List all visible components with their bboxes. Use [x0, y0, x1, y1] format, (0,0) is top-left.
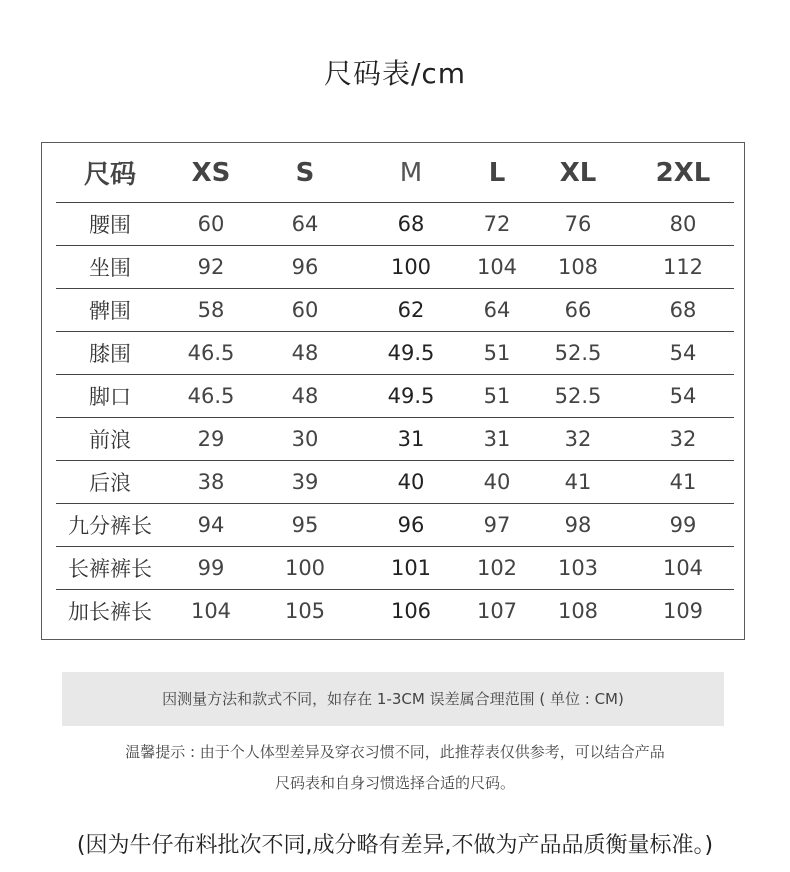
cell-size-s: 95 [258, 504, 352, 547]
cell-size-l: 40 [470, 461, 524, 504]
cell-size-m: 96 [352, 504, 470, 547]
row-measure-label: 脚口 [56, 375, 164, 418]
table-row [56, 547, 734, 590]
cell-size-xl: 66 [524, 289, 632, 332]
row-measure-label: 膝围 [56, 332, 164, 375]
row-measure-label: 加长裤长 [68, 600, 152, 624]
table-row [56, 289, 734, 332]
cell-size-s: 64 [258, 203, 352, 246]
measurement-note: 因测量方法和款式不同，如存在 1-3CM 误差属合理范围 ( 单位 : CM) [62, 672, 724, 726]
table-body [56, 203, 734, 633]
size-chart-table [56, 143, 734, 632]
tip-line-1: 温馨提示 : 由于个人体型差异及穿衣习惯不同，此推荐表仅供参考，可以结合产品 [125, 743, 665, 761]
cell-size-l: 104 [470, 246, 524, 289]
cell-size-s: 96 [258, 246, 352, 289]
row-measure-label: 前浪 [56, 418, 164, 461]
table-row [56, 203, 734, 246]
cell-size-s: 60 [258, 289, 352, 332]
table-row [56, 375, 734, 418]
table-row [56, 590, 734, 633]
cell-size-xs: 94 [164, 504, 258, 547]
cell-size-xl: 103 [524, 547, 632, 590]
cell-size-l: 31 [470, 418, 524, 461]
cell-size-2xl: 41 [632, 461, 734, 504]
cell-size-l: 51 [470, 375, 524, 418]
cell-size-2xl: 54 [632, 375, 734, 418]
cell-size-m: 49.5 [352, 332, 470, 375]
cell-size-xs: 58 [164, 289, 258, 332]
cell-size-xs: 60 [164, 203, 258, 246]
cell-size-xs: 46.5 [164, 332, 258, 375]
header-size-m: M [352, 143, 470, 203]
row-measure-label: 长裤裤长 [56, 547, 164, 590]
tip-line-2: 尺码表和自身习惯选择合适的尺码。 [274, 774, 515, 792]
fabric-disclaimer: (因为牛仔布料批次不同,成分略有差异,不做为产品品质衡量标准。) [76, 833, 714, 858]
cell-size-l: 107 [476, 599, 518, 623]
cell-size-xl: 108 [524, 246, 632, 289]
row-measure-label: 九分裤长 [56, 504, 164, 547]
header-size-2xl: 2XL [632, 143, 734, 203]
cell-size-l: 97 [470, 504, 524, 547]
cell-size-xs: 46.5 [164, 375, 258, 418]
cell-size-l: 72 [470, 203, 524, 246]
page-title: 尺码表/cm [323, 57, 467, 90]
cell-size-xs: 104 [190, 599, 232, 623]
header-size-xs: XS [164, 143, 258, 203]
cell-size-2xl: 112 [632, 246, 734, 289]
table-header-row [56, 143, 734, 203]
cell-size-xl: 52.5 [524, 375, 632, 418]
cell-size-xl: 52.5 [524, 332, 632, 375]
cell-size-l: 64 [470, 289, 524, 332]
cell-size-m: 68 [352, 203, 470, 246]
cell-size-l: 102 [470, 547, 524, 590]
header-size-l: L [470, 143, 524, 203]
cell-size-2xl: 68 [632, 289, 734, 332]
row-measure-label: 后浪 [56, 461, 164, 504]
cell-size-s: 39 [258, 461, 352, 504]
row-measure-label: 坐围 [56, 246, 164, 289]
header-size-s: S [258, 143, 352, 203]
table-row [56, 461, 734, 504]
header-size-label: 尺码 [56, 143, 164, 203]
cell-size-xs: 92 [164, 246, 258, 289]
row-measure-label: 髀围 [56, 289, 164, 332]
cell-size-s: 48 [258, 332, 352, 375]
cell-size-l: 51 [470, 332, 524, 375]
cell-size-s: 100 [258, 547, 352, 590]
cell-size-xl: 32 [524, 418, 632, 461]
cell-size-xl: 108 [557, 599, 599, 623]
table-row [56, 332, 734, 375]
row-measure-label: 腰围 [56, 203, 164, 246]
table-row [56, 418, 734, 461]
cell-size-2xl: 80 [632, 203, 734, 246]
cell-size-m: 31 [352, 418, 470, 461]
cell-size-m: 62 [352, 289, 470, 332]
table-row [56, 504, 734, 547]
cell-size-s: 30 [258, 418, 352, 461]
cell-size-2xl: 104 [632, 547, 734, 590]
cell-size-2xl: 99 [632, 504, 734, 547]
header-size-xl: XL [524, 143, 632, 203]
cell-size-xl: 98 [524, 504, 632, 547]
cell-size-xs: 99 [164, 547, 258, 590]
cell-size-m: 106 [390, 599, 432, 623]
cell-size-s: 105 [284, 599, 326, 623]
cell-size-xl: 41 [524, 461, 632, 504]
cell-size-2xl: 32 [632, 418, 734, 461]
size-chart-frame [41, 142, 745, 640]
cell-size-xl: 76 [524, 203, 632, 246]
cell-size-m: 100 [352, 246, 470, 289]
table-row [56, 246, 734, 289]
cell-size-m: 49.5 [352, 375, 470, 418]
cell-size-2xl: 54 [632, 332, 734, 375]
cell-size-xs: 38 [164, 461, 258, 504]
cell-size-m: 101 [352, 547, 470, 590]
cell-size-s: 48 [258, 375, 352, 418]
cell-size-m: 40 [352, 461, 470, 504]
cell-size-xs: 29 [164, 418, 258, 461]
cell-size-2xl: 109 [662, 599, 704, 623]
